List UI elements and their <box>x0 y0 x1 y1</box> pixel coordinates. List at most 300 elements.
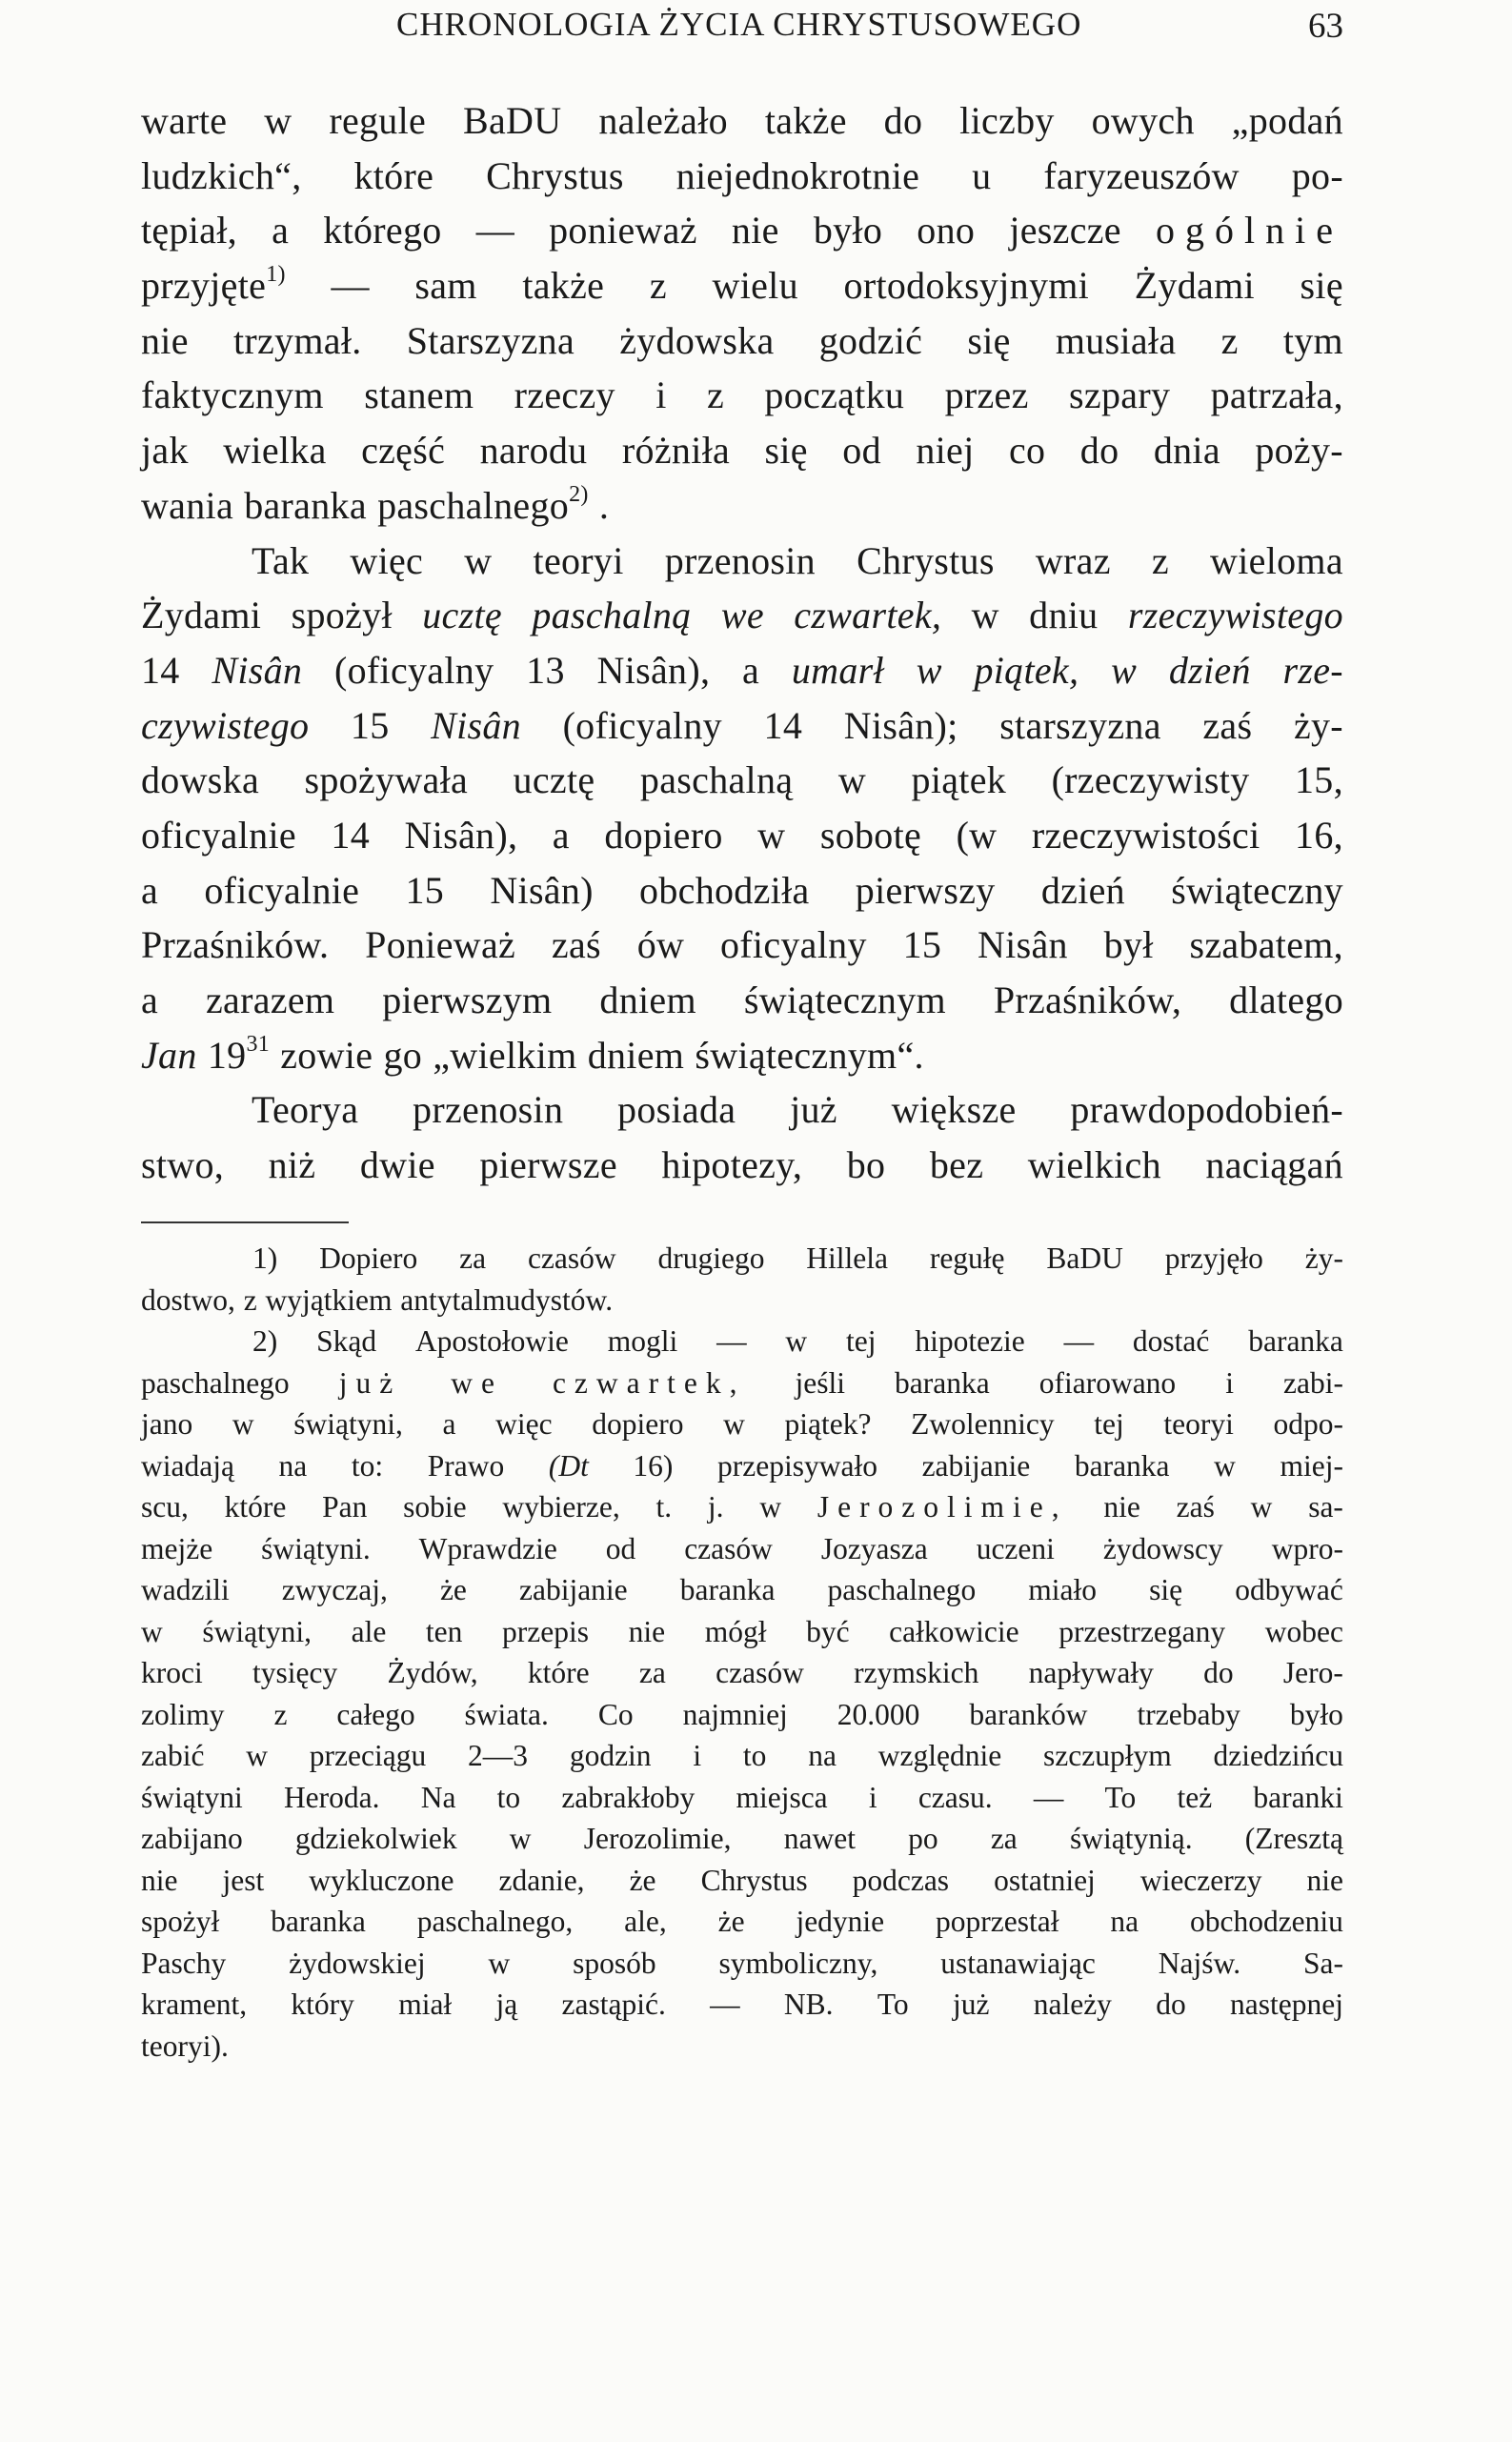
word-text: za <box>638 1656 666 1689</box>
word <box>1135 258 1255 313</box>
word <box>498 1860 584 1902</box>
word-text: Pan <box>322 1490 368 1524</box>
word-text: 2—3 <box>468 1739 529 1772</box>
word-text: w <box>509 1822 532 1855</box>
running-title: CHRONOLOGIA ŻYCIA CHRYSTUSOWEGO <box>396 6 1082 43</box>
word-text: drugiego <box>657 1241 765 1275</box>
footnote-ref: 2) <box>569 481 589 507</box>
word <box>360 1138 435 1193</box>
word-text: jedynie <box>796 1905 885 1938</box>
word-text: także <box>764 99 847 142</box>
word-text: 2) <box>252 1324 278 1358</box>
word <box>1064 1321 1095 1362</box>
word-text: ortodoksyjnymi <box>843 264 1090 308</box>
word <box>310 1735 426 1777</box>
word-text: od <box>605 1531 636 1565</box>
word-text: To <box>1104 1780 1137 1814</box>
word-text: Jan <box>141 1033 197 1077</box>
word-text: świątyni, <box>202 1614 312 1648</box>
word <box>877 1984 909 2026</box>
word-text: Nisân); <box>843 703 958 747</box>
word <box>676 149 920 204</box>
word <box>959 93 1055 149</box>
word <box>1307 1860 1343 1902</box>
text-line <box>141 203 1343 258</box>
word <box>637 918 685 973</box>
word-text: tej <box>1094 1407 1124 1441</box>
word-text: zolimy <box>141 1697 225 1731</box>
word <box>422 588 502 643</box>
word-text: że <box>439 1573 467 1606</box>
word <box>400 1280 613 1322</box>
word-text: należało <box>598 99 728 142</box>
word <box>264 93 292 149</box>
word-text: rze- <box>1282 648 1343 692</box>
word-text: w <box>916 648 942 692</box>
word <box>573 1943 656 1985</box>
word <box>720 918 867 973</box>
word-text: oficyalnie <box>141 813 296 857</box>
word-text: 15 <box>350 703 390 747</box>
word <box>718 1901 745 1943</box>
word-text: wieczerzy <box>1139 1863 1262 1897</box>
word <box>141 1777 243 1819</box>
word-text: faryzeuszów <box>1043 153 1240 197</box>
word <box>806 1611 849 1653</box>
word-text: pierwszy <box>855 868 996 912</box>
word <box>141 863 158 918</box>
footnote-ref: 1) <box>266 262 286 288</box>
word <box>403 1486 467 1528</box>
word <box>708 1486 724 1528</box>
word <box>244 478 367 534</box>
word <box>495 1403 552 1445</box>
word <box>233 313 362 369</box>
word-text: wiadają <box>141 1448 234 1483</box>
word-text: i <box>868 1780 877 1814</box>
word <box>528 1238 616 1280</box>
word <box>1028 1569 1097 1611</box>
word-text: zabijanie <box>921 1448 1031 1483</box>
word-text: czasów <box>716 1656 804 1689</box>
word <box>252 1238 277 1280</box>
word <box>141 1860 177 1902</box>
word <box>912 753 1007 808</box>
word <box>1133 1321 1209 1362</box>
word <box>202 1611 312 1653</box>
word-text: patrzała, <box>1210 373 1343 417</box>
word <box>757 808 785 863</box>
word <box>141 1528 212 1570</box>
text-line <box>141 808 1343 863</box>
word-text: tej <box>845 1324 877 1358</box>
word <box>426 1611 462 1653</box>
word <box>967 313 1010 369</box>
word <box>842 423 881 478</box>
footnote-line <box>141 1280 1343 1322</box>
word <box>847 1138 886 1193</box>
word-text: Paschy <box>141 1946 227 1980</box>
word-text: żydowska <box>619 318 775 362</box>
word-text: z <box>1151 538 1169 582</box>
word <box>141 1362 290 1404</box>
word-text: obchodziła <box>639 868 810 912</box>
word <box>723 1403 745 1445</box>
footnote-line <box>141 1403 1343 1445</box>
word <box>1253 1777 1342 1819</box>
word <box>716 1321 747 1362</box>
word-text: do <box>1156 1988 1186 2021</box>
word-text: czwartek, <box>552 1365 746 1400</box>
word-text: co <box>1008 429 1046 473</box>
word-text: dostać <box>1132 1324 1210 1358</box>
word-text: wielkich <box>1027 1143 1161 1187</box>
word-text: Ponieważ <box>365 923 516 967</box>
word <box>1221 313 1239 369</box>
word-text: 15 <box>902 923 942 967</box>
word-text: baranka <box>1248 1324 1343 1358</box>
word-text: musiała <box>1055 318 1177 362</box>
text-line <box>141 258 1343 313</box>
word <box>857 534 995 589</box>
word <box>1056 313 1177 369</box>
word-text: warte <box>141 99 228 142</box>
word-text: teoryi <box>533 538 624 582</box>
word-text: na <box>808 1739 837 1772</box>
word-text: także <box>522 264 605 308</box>
word <box>713 258 798 313</box>
word <box>141 808 296 863</box>
word <box>869 1777 877 1819</box>
word <box>915 1321 1024 1362</box>
word <box>319 1238 417 1280</box>
word-text: liczby <box>959 99 1055 142</box>
word-text: do <box>883 99 923 142</box>
word <box>398 1984 452 2026</box>
word-text: świątecznym <box>743 979 946 1021</box>
word-text: (oficyalny <box>334 648 494 692</box>
word-text: czywistego <box>141 703 310 747</box>
word <box>1205 1138 1343 1193</box>
word <box>459 1238 486 1280</box>
word <box>640 753 793 808</box>
word-text: kroci <box>141 1656 203 1689</box>
word-text: czasów <box>684 1531 773 1565</box>
word-text: różniła <box>621 429 731 473</box>
word <box>1292 149 1343 204</box>
word-text: sam <box>414 264 477 308</box>
word <box>701 1860 808 1902</box>
word-text: 16) <box>633 1448 674 1483</box>
word-text: ogólnie <box>1156 209 1343 252</box>
footnote-line <box>141 1528 1343 1570</box>
word-text: ponieważ <box>549 209 697 252</box>
word-text: stanem <box>364 373 474 417</box>
word-text: żydowskiej <box>289 1946 426 1980</box>
word <box>141 1280 235 1322</box>
word-text: rzeczywistego <box>1127 594 1343 637</box>
word <box>1029 588 1098 643</box>
word-text: się <box>967 318 1011 362</box>
word <box>1283 313 1343 369</box>
word <box>388 1652 478 1694</box>
word <box>977 1528 1055 1570</box>
word <box>141 93 227 149</box>
word <box>1225 1362 1234 1404</box>
word-text: faktycznym <box>141 373 324 417</box>
word <box>792 643 884 698</box>
word <box>289 1943 425 1985</box>
word <box>141 149 302 204</box>
word-text: pierwsze <box>479 1143 617 1187</box>
word-text: (Zresztą <box>1244 1822 1343 1855</box>
word <box>532 588 691 643</box>
word-text: napływały <box>1028 1656 1154 1689</box>
word <box>309 1860 454 1902</box>
word <box>1159 1943 1240 1985</box>
word <box>351 698 390 754</box>
word-text: wraz <box>1035 538 1111 582</box>
word-text: symboliczny, <box>718 1946 878 1980</box>
word-text: Najśw. <box>1158 1946 1241 1980</box>
word <box>765 423 808 478</box>
word <box>617 1082 736 1138</box>
word-text: ofiarowano <box>1038 1365 1177 1400</box>
word <box>784 1984 834 2026</box>
word <box>232 1403 254 1445</box>
footnotes <box>141 1238 1343 2067</box>
word <box>1230 1984 1343 2026</box>
word <box>784 1818 856 1860</box>
word <box>364 368 474 423</box>
word-text: paschalną <box>532 594 692 637</box>
word-text: a <box>141 868 159 912</box>
word-text: dopiero <box>592 1407 684 1441</box>
word-text: Chrystus <box>486 153 624 197</box>
word <box>141 1486 189 1528</box>
footnote-line <box>141 1901 1343 1943</box>
word-text: następnej <box>1230 1988 1343 2021</box>
word <box>837 1694 920 1736</box>
word-text: Skąd <box>316 1324 377 1358</box>
word <box>528 1652 590 1694</box>
word-text: „wielkim <box>433 1033 577 1077</box>
word-text: baranka <box>244 483 367 527</box>
word <box>1290 1694 1343 1736</box>
word <box>1043 149 1239 204</box>
text-line <box>141 588 1343 643</box>
text-line <box>141 313 1343 369</box>
word <box>889 1611 1018 1653</box>
word <box>495 1984 517 2026</box>
word-text: który <box>291 1988 354 2021</box>
word <box>1280 1445 1342 1487</box>
word <box>502 1486 619 1528</box>
word-text: 19 <box>207 1033 247 1077</box>
word <box>1058 1611 1225 1653</box>
word-text: które <box>353 153 434 197</box>
word-text: za <box>459 1241 487 1275</box>
word <box>1203 1652 1234 1694</box>
word <box>465 1694 549 1736</box>
word-text: 14 <box>141 648 180 692</box>
word <box>1034 1777 1064 1819</box>
word-text: oficyalnie <box>204 868 360 912</box>
word <box>522 258 604 313</box>
word-text: zaś <box>1176 1490 1215 1524</box>
word <box>639 1652 666 1694</box>
word-text: szczupłym <box>1043 1739 1172 1772</box>
word-text: zabrakłoby <box>561 1780 696 1814</box>
word-text: Nisân) <box>490 868 594 912</box>
word-text: zastąpić. <box>561 1988 666 2021</box>
word-text: wielu <box>712 264 798 308</box>
word <box>468 1735 528 1777</box>
word-text: Na <box>420 1780 456 1814</box>
word-text: Nisân), <box>596 648 711 692</box>
word-text: był <box>1103 923 1154 967</box>
word <box>764 698 803 754</box>
word <box>785 1403 872 1445</box>
word-text: Heroda. <box>283 1780 380 1814</box>
word <box>716 1652 804 1694</box>
word <box>1190 1901 1343 1943</box>
word <box>292 588 393 643</box>
word <box>334 643 494 698</box>
word <box>854 1652 978 1694</box>
word-text: w <box>1111 648 1138 692</box>
text-line <box>141 1028 1343 1083</box>
word-text: — <box>475 209 514 252</box>
text-line <box>141 93 1343 149</box>
word-text: przenosin <box>413 1088 564 1132</box>
word-text: za <box>990 1822 1018 1855</box>
word <box>407 313 575 369</box>
word <box>721 588 764 643</box>
word-text: zaś <box>551 923 601 967</box>
word <box>991 1818 1018 1860</box>
word <box>269 1138 316 1193</box>
word-text: w <box>232 1407 254 1441</box>
word <box>261 1528 371 1570</box>
word <box>141 423 189 478</box>
word <box>502 1611 589 1653</box>
footnote-line <box>141 1611 1343 1653</box>
word-text: 13 <box>526 648 565 692</box>
word <box>930 1238 1005 1280</box>
word-text: krament, <box>141 1988 248 2021</box>
page-header <box>141 6 1343 44</box>
word <box>592 1403 683 1445</box>
word <box>785 1321 807 1362</box>
word <box>365 918 515 973</box>
word <box>1154 423 1220 478</box>
page-number: 63 <box>1308 7 1343 46</box>
text-line <box>141 478 1343 534</box>
word <box>1300 258 1343 313</box>
word-text: Nisân), <box>404 813 518 857</box>
word-text: rzymskich <box>854 1656 979 1689</box>
word <box>680 1569 776 1611</box>
word <box>271 1901 366 1943</box>
word-text: wielka <box>223 429 327 473</box>
word-text: dnia <box>1153 429 1220 473</box>
word-text: jest <box>222 1863 265 1897</box>
text-line <box>141 423 1343 478</box>
word <box>1041 863 1125 918</box>
word-text: regułę <box>929 1241 1005 1275</box>
word <box>972 588 999 643</box>
word-text: scu, <box>141 1490 189 1524</box>
word-text: sposób <box>573 1946 656 1980</box>
word-text: i <box>655 373 667 417</box>
word <box>606 1528 636 1570</box>
word-text: zarazem <box>206 979 335 1021</box>
word <box>476 203 514 258</box>
word-text: dlatego <box>1229 979 1343 1021</box>
word-text: przyjęte <box>141 264 267 308</box>
word <box>972 149 991 204</box>
word <box>329 93 426 149</box>
word <box>1034 1984 1112 2026</box>
word <box>141 643 180 698</box>
word <box>141 1901 219 1943</box>
word <box>1080 423 1119 478</box>
word <box>141 368 324 423</box>
footnote-line <box>141 2026 1343 2068</box>
word-text: sobotę <box>819 813 922 857</box>
word <box>141 973 158 1028</box>
word-text: już <box>790 1088 837 1132</box>
word <box>808 1735 837 1777</box>
word-text: tym <box>1282 318 1343 362</box>
word-text: Teorya <box>252 1088 359 1132</box>
word <box>141 1028 197 1083</box>
word <box>141 1652 203 1694</box>
word-text: ten <box>425 1614 463 1648</box>
word <box>693 1735 701 1777</box>
word <box>1189 918 1343 973</box>
word-text: zowie <box>280 1033 373 1077</box>
word <box>252 1652 337 1694</box>
word <box>1046 1238 1123 1280</box>
word-text: świątyni, <box>293 1407 403 1441</box>
word <box>974 643 1079 698</box>
word-text: BaDU <box>462 99 562 142</box>
word-text: Wprawdzie <box>418 1531 557 1565</box>
word <box>413 1082 563 1138</box>
word <box>719 1943 878 1985</box>
word <box>244 1280 257 1322</box>
word-text: 14 <box>331 813 371 857</box>
word-text: ale, <box>624 1905 667 1938</box>
word-text: we <box>720 594 764 637</box>
word-text: 20.000 <box>837 1697 920 1731</box>
word-text: wykluczone <box>309 1863 454 1897</box>
word <box>794 588 941 643</box>
word-text: Przaśników, <box>993 979 1182 1021</box>
word-text: świątyni. <box>261 1531 371 1565</box>
word <box>1303 1943 1343 1985</box>
word <box>884 93 923 149</box>
word <box>419 1528 557 1570</box>
word-text: świątynią. <box>1069 1822 1193 1855</box>
word <box>141 1735 204 1777</box>
word <box>440 1569 467 1611</box>
word <box>1110 1901 1139 1943</box>
word-text: (rzeczywisty <box>1051 758 1250 802</box>
word-text: w <box>464 538 493 582</box>
